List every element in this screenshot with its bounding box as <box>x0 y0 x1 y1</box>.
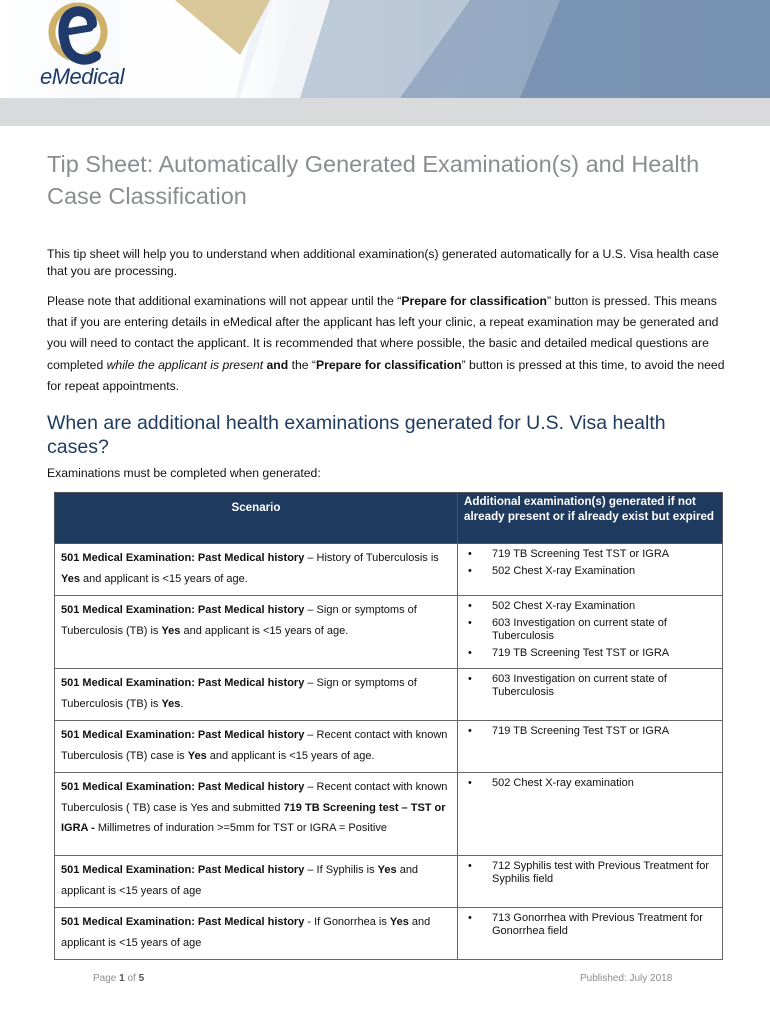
exam-item: • 719 TB Screening Test TST or IGRA <box>468 725 716 738</box>
header-grey-band <box>0 98 770 126</box>
exam-item: • 712 Syphilis test with Previous Treatment for Syphilis field <box>468 860 716 886</box>
exams-cell <box>458 773 723 856</box>
page-number: Page 1 of 5 <box>93 973 145 984</box>
exam-item: • 603 Investigation on current state of Tuberculosis <box>468 617 716 643</box>
page-title: Tip Sheet: Automatically Generated Examination(s) and Health Case Classification <box>47 151 700 209</box>
table-row <box>55 856 723 908</box>
exams-cell <box>458 856 723 908</box>
exams-cell <box>458 908 723 960</box>
scenario-cell: 501 Medical Examination: Past Medical history – History of Tuberculosis is Yes and applicant is <15 years of age. <box>55 544 458 596</box>
table-row <box>55 773 723 856</box>
column-header-scenario: Scenario <box>55 493 458 544</box>
exam-item: • 502 Chest X-ray Examination <box>468 565 716 578</box>
table-row <box>55 669 723 721</box>
scenario-cell: 501 Medical Examination: Past Medical history – Recent contact with known Tuberculosis ( TB) case is Yes and submitted 719 TB Screening test – TST or IGRA - Millimetres of induration >=5mm for TST or IGRA = Positive <box>55 773 458 856</box>
exam-item: • 502 Chest X-ray examination <box>468 777 716 790</box>
brand-name: eMedical <box>40 64 125 89</box>
section-subnote: Examinations must be completed when generated: <box>47 466 321 480</box>
exams-cell <box>458 596 723 669</box>
published-date: Published: July 2018 <box>580 973 673 984</box>
header-banner <box>0 0 770 98</box>
exams-cell <box>458 669 723 721</box>
section-heading: When are additional health examinations generated for U.S. Visa health cases? <box>47 412 666 458</box>
table-row <box>55 721 723 773</box>
scenario-cell: 501 Medical Examination: Past Medical history – Sign or symptoms of Tuberculosis (TB) is Yes and applicant is <15 years of age. <box>55 596 458 669</box>
scenario-table <box>54 492 723 960</box>
intro-paragraph: This tip sheet will help you to understand when additional examination(s) generated automatically for a U.S. Visa health case that you are processing. <box>47 247 719 278</box>
column-header-exams: Additional examination(s) generated if not already present or if already exist but expired <box>458 493 723 544</box>
scenario-cell: 501 Medical Examination: Past Medical history - If Gonorrhea is Yes and applicant is <15 years of age <box>55 908 458 960</box>
exam-item: • 719 TB Screening Test TST or IGRA <box>468 548 716 561</box>
exam-item: • 719 TB Screening Test TST or IGRA <box>468 647 716 660</box>
note-paragraph: Please note that additional examinations will not appear until the “Prepare for classification” button is pressed. This means that if you are entering details in eMedical after the applicant has left your clinic, a repeat examination may be generated and you will need to contact the applicant. It is recommended that where possible, the basic and detailed medical questions are completed while the applicant is present and the “Prepare for classification” button is pressed at this time, to avoid the need for repeat appointments. <box>47 294 725 393</box>
table-row <box>55 908 723 960</box>
scenario-cell: 501 Medical Examination: Past Medical history – Sign or symptoms of Tuberculosis (TB) is Yes. <box>55 669 458 721</box>
exams-cell <box>458 544 723 596</box>
table-row <box>55 544 723 596</box>
table-row <box>55 596 723 669</box>
exam-item: • 713 Gonorrhea with Previous Treatment for Gonorrhea field <box>468 912 716 938</box>
exams-cell <box>458 721 723 773</box>
exam-item: • 502 Chest X-ray Examination <box>468 600 716 613</box>
exam-item: • 603 Investigation on current state of Tuberculosis <box>468 673 716 699</box>
scenario-cell: 501 Medical Examination: Past Medical history – Recent contact with known Tuberculosis (TB) case is Yes and applicant is <15 years of age. <box>55 721 458 773</box>
scenario-cell: 501 Medical Examination: Past Medical history – If Syphilis is Yes and applicant is <15 years of age <box>55 856 458 908</box>
